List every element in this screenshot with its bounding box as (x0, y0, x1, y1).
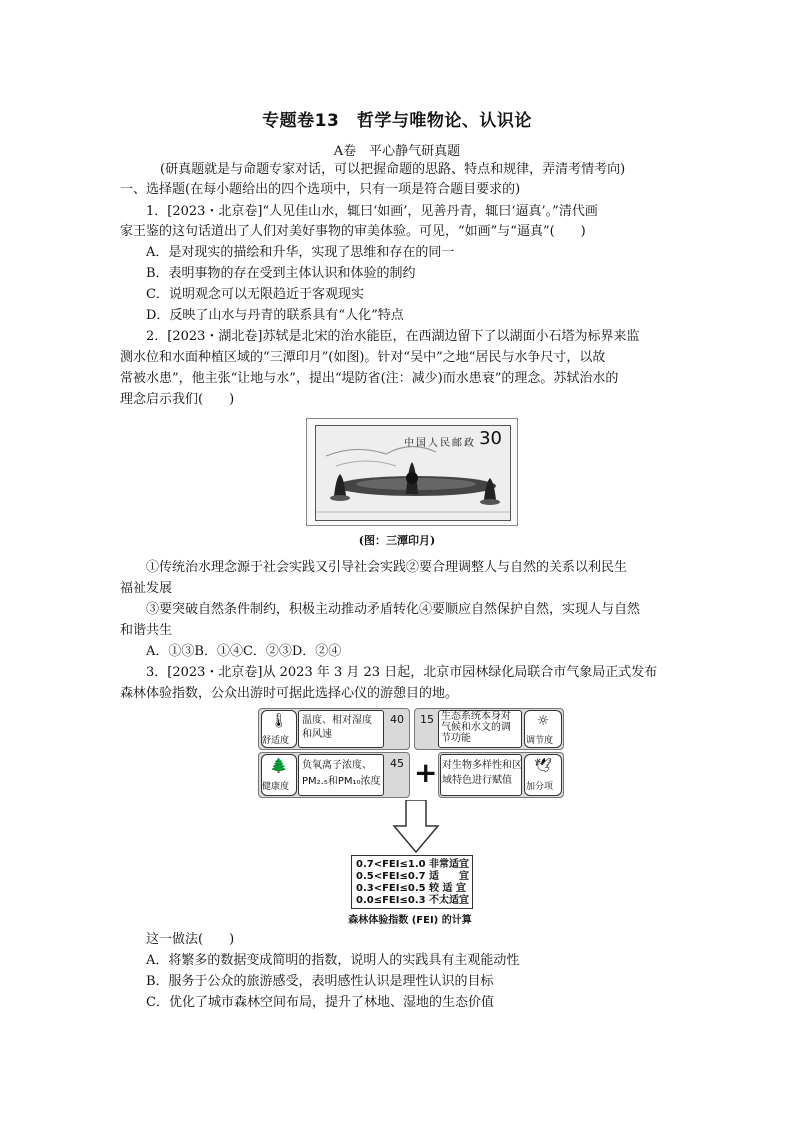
figure-caption: (图：三潭印月) (358, 534, 436, 547)
plus-sign: + (414, 756, 438, 789)
regulate-label: 调节度 (526, 736, 554, 746)
q3-option-a: A．将繁多的数据变成简明的指数，说明人的实践具有主观能动性 (146, 953, 520, 968)
q2-statement-1-2: ①传统治水理念源于社会实践又引导社会实践②要合理调整人与自然的关系以利民生 (146, 560, 628, 575)
q1-option-b: B．表明事物的存在受到主体认识和体验的制约 (146, 266, 416, 281)
fei-range-4: 0.0≤FEI≤0.3 不太适宜 (356, 895, 470, 906)
thermometer-icon: 🌡 (270, 713, 288, 729)
q2-stem-line2: 测水位和水面种植区域的“三潭印月”(如图)。针对“吴中”之地“居民与水争尺寸，以故 (120, 350, 606, 365)
q3-question: 这一做法( ) (146, 932, 235, 947)
cloud-sun-icon: ☼ (536, 713, 550, 729)
stamp-country-text: 中国人民邮政 (404, 438, 476, 449)
health-label: 健康度 (262, 782, 290, 792)
stamp-image (306, 418, 518, 526)
q3-option-c: C．优化了城市森林空间布局，提升了林地、湿地的生态价值 (146, 995, 494, 1010)
down-arrow-icon (392, 800, 440, 854)
bonus-label: 加分项 (526, 782, 554, 792)
bonus-desc-2: 域特色进行赋值 (442, 775, 512, 786)
q1-stem-line1: 1．[2023・北京卷]“人见佳山水，辄曰‘如画’，见善丹青，辄曰‘逼真’。”清代画 (146, 204, 598, 219)
q2-statement-3-4: ③要突破自然条件制约，积极主动推动矛盾转化④要顺应自然保护自然，实现人与自然 (146, 602, 641, 617)
tree-icon: 🌲 (270, 758, 288, 774)
q1-option-c: C．说明观念可以无限趋近于客观现实 (146, 287, 364, 302)
q2-stem-line4: 理念启示我们( ) (120, 392, 235, 407)
comfort-desc-2: 和风速 (302, 729, 332, 740)
section-title: A卷 平心静气研真题 (333, 144, 461, 159)
stamp-value: 30 (479, 428, 502, 449)
q3-stem-line1: 3．[2023・北京卷]从 2023 年 3 月 23 日起，北京市园林绿化局联合市气象局正式发布 (146, 665, 658, 680)
q2-stem-line1: 2．[2023・湖北卷]苏轼是北宋的治水能臣，在西湖边留下了以湖面小石塔为标界来监 (146, 329, 640, 344)
bird-icon: 🕊 (534, 758, 552, 774)
q3-stem-line2: 森林体验指数，公众出游时可据此选择心仪的游憩目的地。 (120, 686, 459, 701)
comfort-desc-1: 温度、相对湿度 (302, 715, 372, 726)
fei-range-1: 0.7<FEI≤1.0 非常适宜 (356, 859, 470, 870)
page-title: 专题卷13 哲学与唯物论、认识论 (262, 111, 532, 131)
comfort-label: 舒适度 (262, 736, 290, 746)
q2-choices: A．①③B．①④C．②③D．②④ (146, 644, 342, 659)
regulate-desc-3: 节功能 (441, 733, 471, 744)
bonus-desc-1: 对生物多样性和区 (442, 760, 522, 771)
part-heading: 一、选择题(在每小题给出的四个选项中，只有一项是符合题目要求的) (120, 182, 521, 197)
health-desc-1: 负氧离子浓度、 (302, 760, 372, 771)
fei-scale-box (351, 855, 473, 909)
q2-stem-line3: 常被水患”，他主张“让地与水”，提出“堤防省(注：减少)而水患衰”的理念。苏轼治水的 (120, 371, 619, 386)
fei-range-3: 0.3<FEI≤0.5 较 适 宜 (356, 883, 467, 894)
comfort-weight: 40 (390, 713, 404, 726)
q1-option-d: D．反映了山水与丹青的联系具有“人化”特点 (146, 308, 404, 323)
regulate-weight: 15 (420, 713, 434, 726)
q1-option-a: A．是对现实的描绘和升华，实现了思维和存在的同一 (146, 245, 455, 260)
intro-text: (研真题就是与命题专家对话，可以把握命题的思路、特点和规律，弄清考情考向) (160, 162, 626, 177)
health-weight: 45 (390, 757, 404, 770)
q2-statement-3-4-cont: 和谐共生 (120, 623, 173, 638)
regulate-desc-2: 气候和水文的调 (441, 722, 511, 733)
regulate-desc-1: 生态系统本身对 (441, 711, 511, 722)
q2-statement-1-2-cont: 福祉发展 (120, 581, 173, 596)
health-desc-2: PM₂.₅和PM₁₀浓度 (302, 776, 381, 787)
fei-range-2: 0.5<FEI≤0.7 适 宜 (356, 871, 470, 882)
fei-caption: 森林体验指数 (FEI) 的计算 (348, 915, 472, 926)
q1-stem-line2: 家王鉴的这句话道出了人们对美好事物的审美体验。可见，“如画”与“逼真”( ) (120, 224, 586, 239)
q3-option-b: B．服务于公众的旅游感受，表明感性认识是理性认识的目标 (146, 974, 494, 989)
